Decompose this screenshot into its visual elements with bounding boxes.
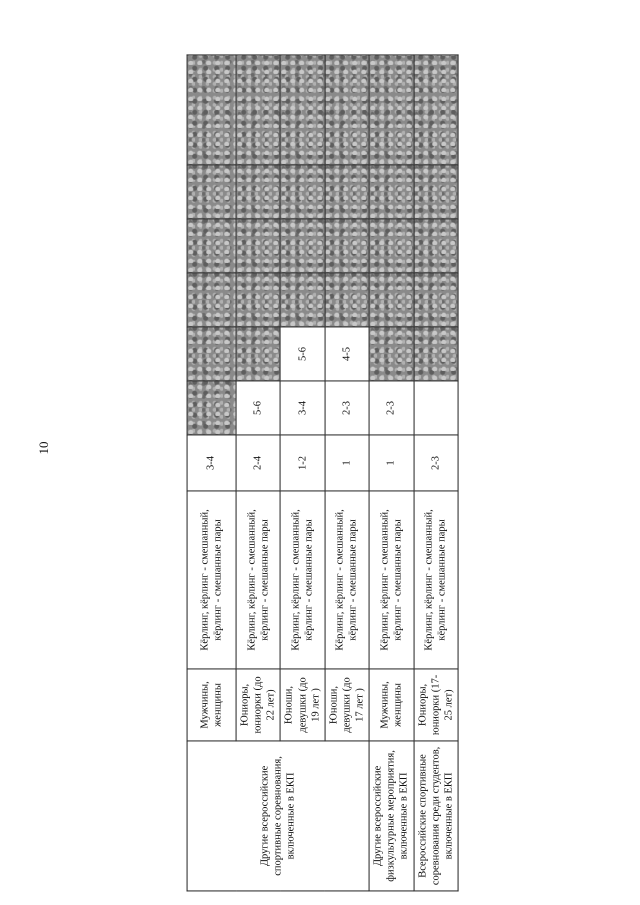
age-group-cell: Мужчины, женщины xyxy=(187,669,236,741)
place-cell: 2-3 xyxy=(325,381,369,435)
place-cell: 1-2 xyxy=(280,435,324,491)
table-row xyxy=(414,55,458,891)
shaded-cell xyxy=(414,55,458,165)
shaded-cell xyxy=(187,327,236,381)
shaded-cell xyxy=(187,219,236,273)
table-row xyxy=(369,55,413,891)
age-group-cell: Юниоры, юниорки (до 22 лет) xyxy=(236,669,280,741)
place-cell: 3-4 xyxy=(187,435,236,491)
shaded-cell xyxy=(280,219,324,273)
shaded-cell xyxy=(369,273,413,327)
discipline-cell: Кёрлинг, кёрлинг - смешанный, кёрлинг - смешанные пары xyxy=(187,491,236,669)
shaded-cell xyxy=(236,165,280,219)
shaded-cell xyxy=(414,165,458,219)
place-cell: 4-5 xyxy=(325,327,369,381)
shaded-cell xyxy=(236,327,280,381)
place-cell: 2-3 xyxy=(369,381,413,435)
shaded-cell xyxy=(369,219,413,273)
shaded-cell xyxy=(325,219,369,273)
shaded-cell xyxy=(369,165,413,219)
shaded-cell xyxy=(236,55,280,165)
place-cell: 3-4 xyxy=(280,381,324,435)
shaded-cell xyxy=(187,273,236,327)
shaded-cell xyxy=(280,273,324,327)
discipline-cell: Кёрлинг, кёрлинг - смешанный, кёрлинг - смешанные пары xyxy=(369,491,413,669)
shaded-cell xyxy=(325,273,369,327)
place-cell: 2-4 xyxy=(236,435,280,491)
shaded-cell xyxy=(414,327,458,381)
discipline-cell: Кёрлинг, кёрлинг - смешанный, кёрлинг - смешанные пары xyxy=(325,491,369,669)
place-cell: 5-6 xyxy=(280,327,324,381)
empty-cell xyxy=(414,381,458,435)
discipline-cell: Кёрлинг, кёрлинг - смешанный, кёрлинг - смешанные пары xyxy=(280,491,324,669)
shaded-cell xyxy=(236,273,280,327)
shaded-cell xyxy=(236,219,280,273)
shaded-cell xyxy=(187,381,236,435)
place-cell: 1 xyxy=(369,435,413,491)
shaded-cell xyxy=(187,55,236,165)
discipline-cell: Кёрлинг, кёрлинг - смешанный, кёрлинг - смешанные пары xyxy=(414,491,458,669)
competition-category-cell: Всероссийские спортивные соревнования среди студентов, включенные в ЕКП xyxy=(414,741,458,891)
place-cell: 2-3 xyxy=(414,435,458,491)
place-cell: 5-6 xyxy=(236,381,280,435)
table-row xyxy=(187,55,236,891)
age-group-cell: Юниоры, юниорки (17-25 лет) xyxy=(414,669,458,741)
age-group-cell: Юноши, девушки (до 19 лет ) xyxy=(280,669,324,741)
shaded-cell xyxy=(280,55,324,165)
shaded-cell xyxy=(414,273,458,327)
competition-category-cell: Другие всероссийские физкультурные мероприятия, включенные в ЕКП xyxy=(369,741,413,891)
shaded-cell xyxy=(280,165,324,219)
shaded-cell xyxy=(325,55,369,165)
shaded-cell xyxy=(187,165,236,219)
shaded-cell xyxy=(414,219,458,273)
age-group-cell: Мужчины, женщины xyxy=(369,669,413,741)
discipline-cell: Кёрлинг, кёрлинг - смешанный, кёрлинг - смешанные пары xyxy=(236,491,280,669)
rank-requirements-table xyxy=(187,54,459,891)
age-group-cell: Юноши, девушки (до 17 лет ) xyxy=(325,669,369,741)
page-number: 10 xyxy=(36,441,51,455)
place-cell: 1 xyxy=(325,435,369,491)
shaded-cell xyxy=(325,165,369,219)
shaded-cell xyxy=(369,327,413,381)
shaded-cell xyxy=(369,55,413,165)
competition-category-cell: Другие всероссийские спортивные соревнования, включенные в ЕКП xyxy=(187,741,369,891)
